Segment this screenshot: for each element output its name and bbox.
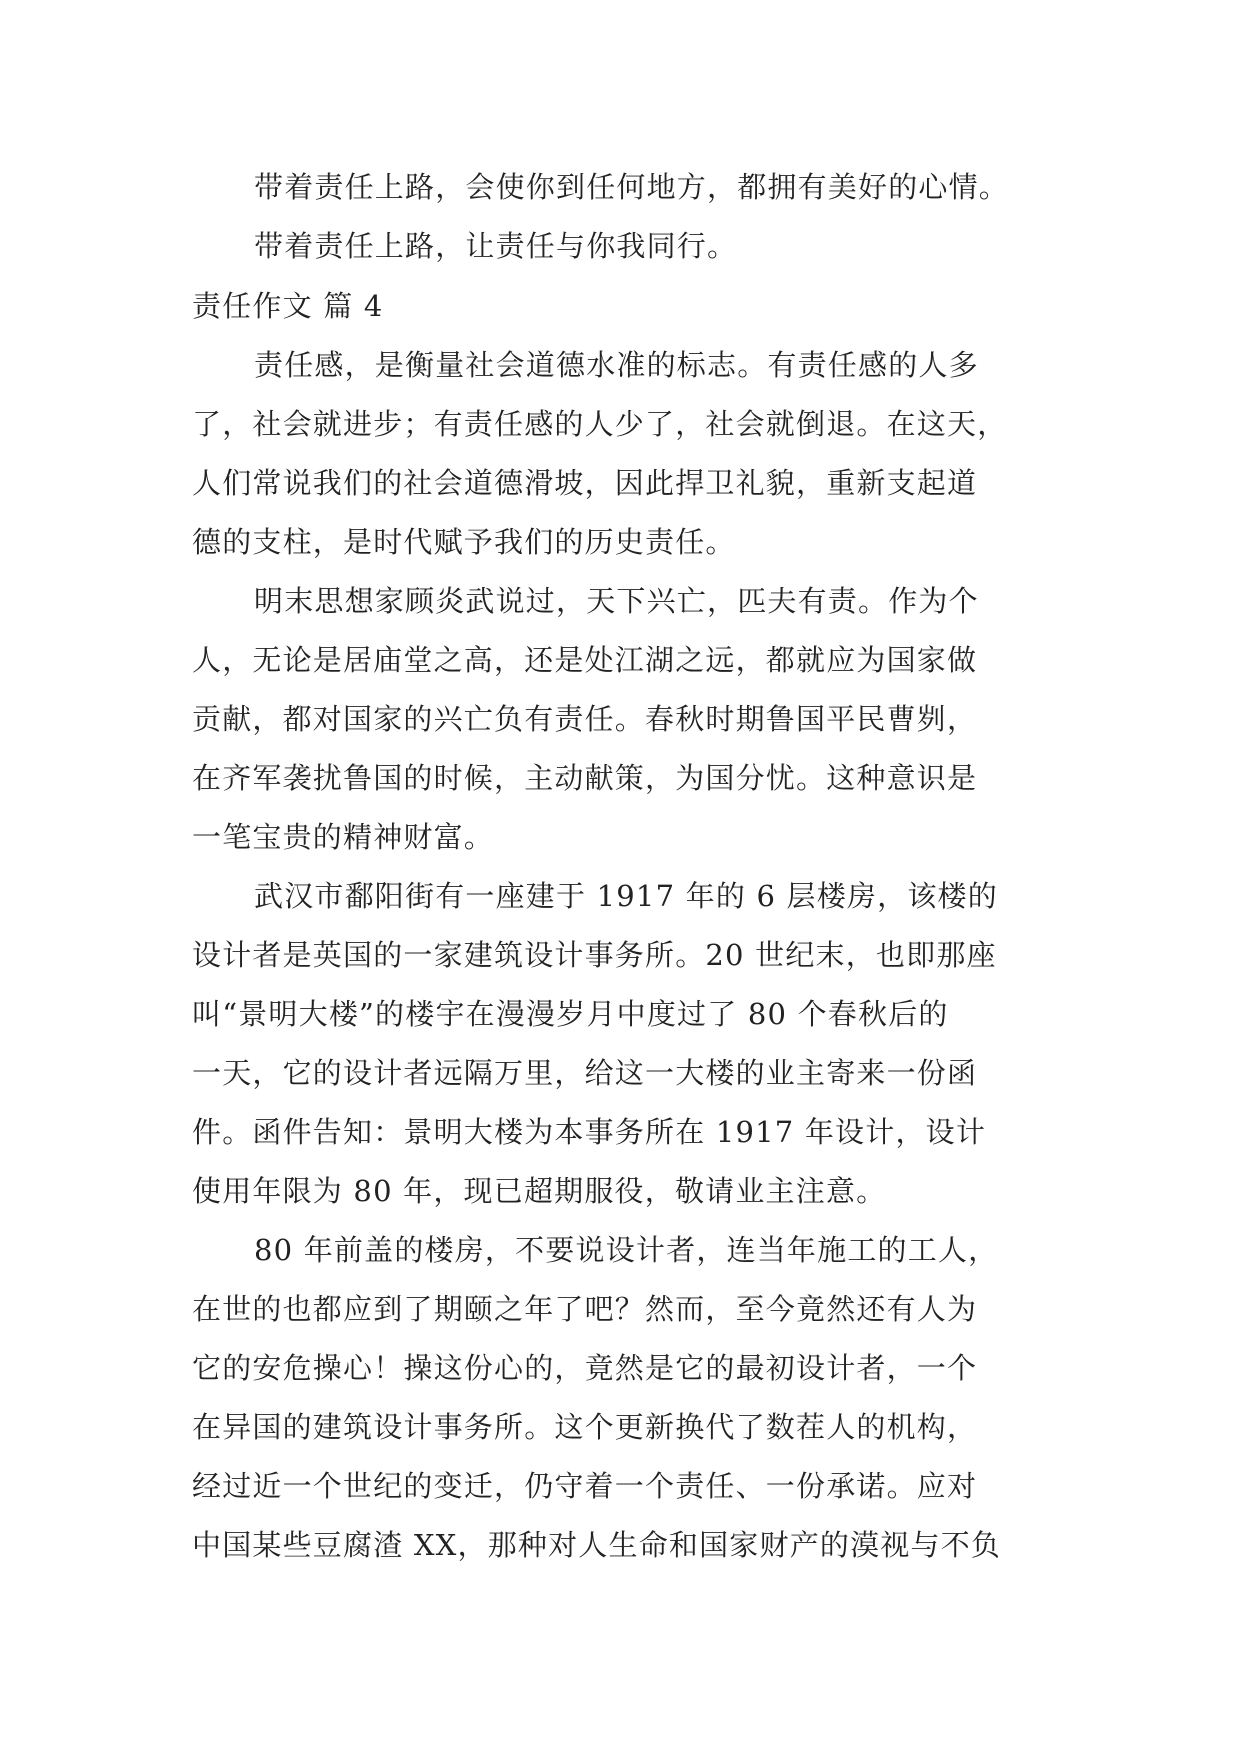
section-title: 责任作文 篇 4 bbox=[192, 289, 384, 323]
paragraph-line: 它的安危操心！操这份心的，竟然是它的最初设计者，一个 bbox=[192, 1351, 978, 1385]
paragraph bbox=[192, 1221, 1052, 1575]
paragraph-line: 设计者是英国的一家建筑设计事务所。20 世纪末，也即那座 bbox=[192, 938, 997, 972]
paragraph-line: 贡献，都对国家的兴亡负有责任。春秋时期鲁国平民曹刿， bbox=[192, 702, 978, 736]
paragraph bbox=[192, 572, 1052, 867]
paragraph-line: 在异国的建筑设计事务所。这个更新换代了数茬人的机构， bbox=[192, 1410, 978, 1444]
paragraph bbox=[192, 336, 1052, 572]
document-body bbox=[192, 158, 1052, 1575]
paragraph-line: 明末思想家顾炎武说过，天下兴亡，匹夫有责。作为个 bbox=[254, 584, 979, 618]
paragraph-line: 人，无论是居庙堂之高，还是处江湖之远，都就应为国家做 bbox=[192, 643, 978, 677]
paragraph-line: 责任感，是衡量社会道德水准的标志。有责任感的人多 bbox=[254, 348, 979, 382]
intro-line: 带着责任上路，会使你到任何地方，都拥有美好的心情。 bbox=[254, 170, 1010, 204]
paragraph-line: 在世的也都应到了期颐之年了吧？然而，至今竟然还有人为 bbox=[192, 1292, 978, 1326]
paragraph-line: 件。函件告知：景明大楼为本事务所在 1917 年设计，设计 bbox=[192, 1115, 987, 1149]
paragraph-line: 在齐军袭扰鲁国的时候，主动献策，为国分忧。这种意识是 bbox=[192, 761, 978, 795]
paragraph-line: 叫“景明大楼”的楼宇在漫漫岁月中度过了 80 个春秋后的 bbox=[192, 997, 949, 1031]
paragraph-line: 使用年限为 80 年，现已超期服役，敬请业主注意。 bbox=[192, 1174, 887, 1208]
paragraph-line: 武汉市鄱阳街有一座建于 1917 年的 6 层楼房，该楼的 bbox=[254, 879, 998, 913]
paragraph-line: 一笔宝贵的精神财富。 bbox=[192, 820, 495, 854]
paragraph-line: 了，社会就进步；有责任感的人少了，社会就倒退。在这天， bbox=[192, 407, 1008, 441]
paragraph-line: 80 年前盖的楼房，不要说设计者，连当年施工的工人， bbox=[254, 1233, 999, 1267]
intro-line: 带着责任上路，让责任与你我同行。 bbox=[254, 229, 738, 263]
paragraph-line: 中国某些豆腐渣 XX，那种对人生命和国家财产的漠视与不负 bbox=[192, 1528, 1002, 1562]
paragraph-line: 德的支柱，是时代赋予我们的历史责任。 bbox=[192, 525, 736, 559]
paragraph-line: 一天，它的设计者远隔万里，给这一大楼的业主寄来一份函 bbox=[192, 1056, 978, 1090]
paragraph-line: 经过近一个世纪的变迁，仍守着一个责任、一份承诺。应对 bbox=[192, 1469, 978, 1503]
paragraph bbox=[192, 867, 1052, 1221]
paragraph-line: 人们常说我们的社会道德滑坡，因此捍卫礼貌，重新支起道 bbox=[192, 466, 978, 500]
